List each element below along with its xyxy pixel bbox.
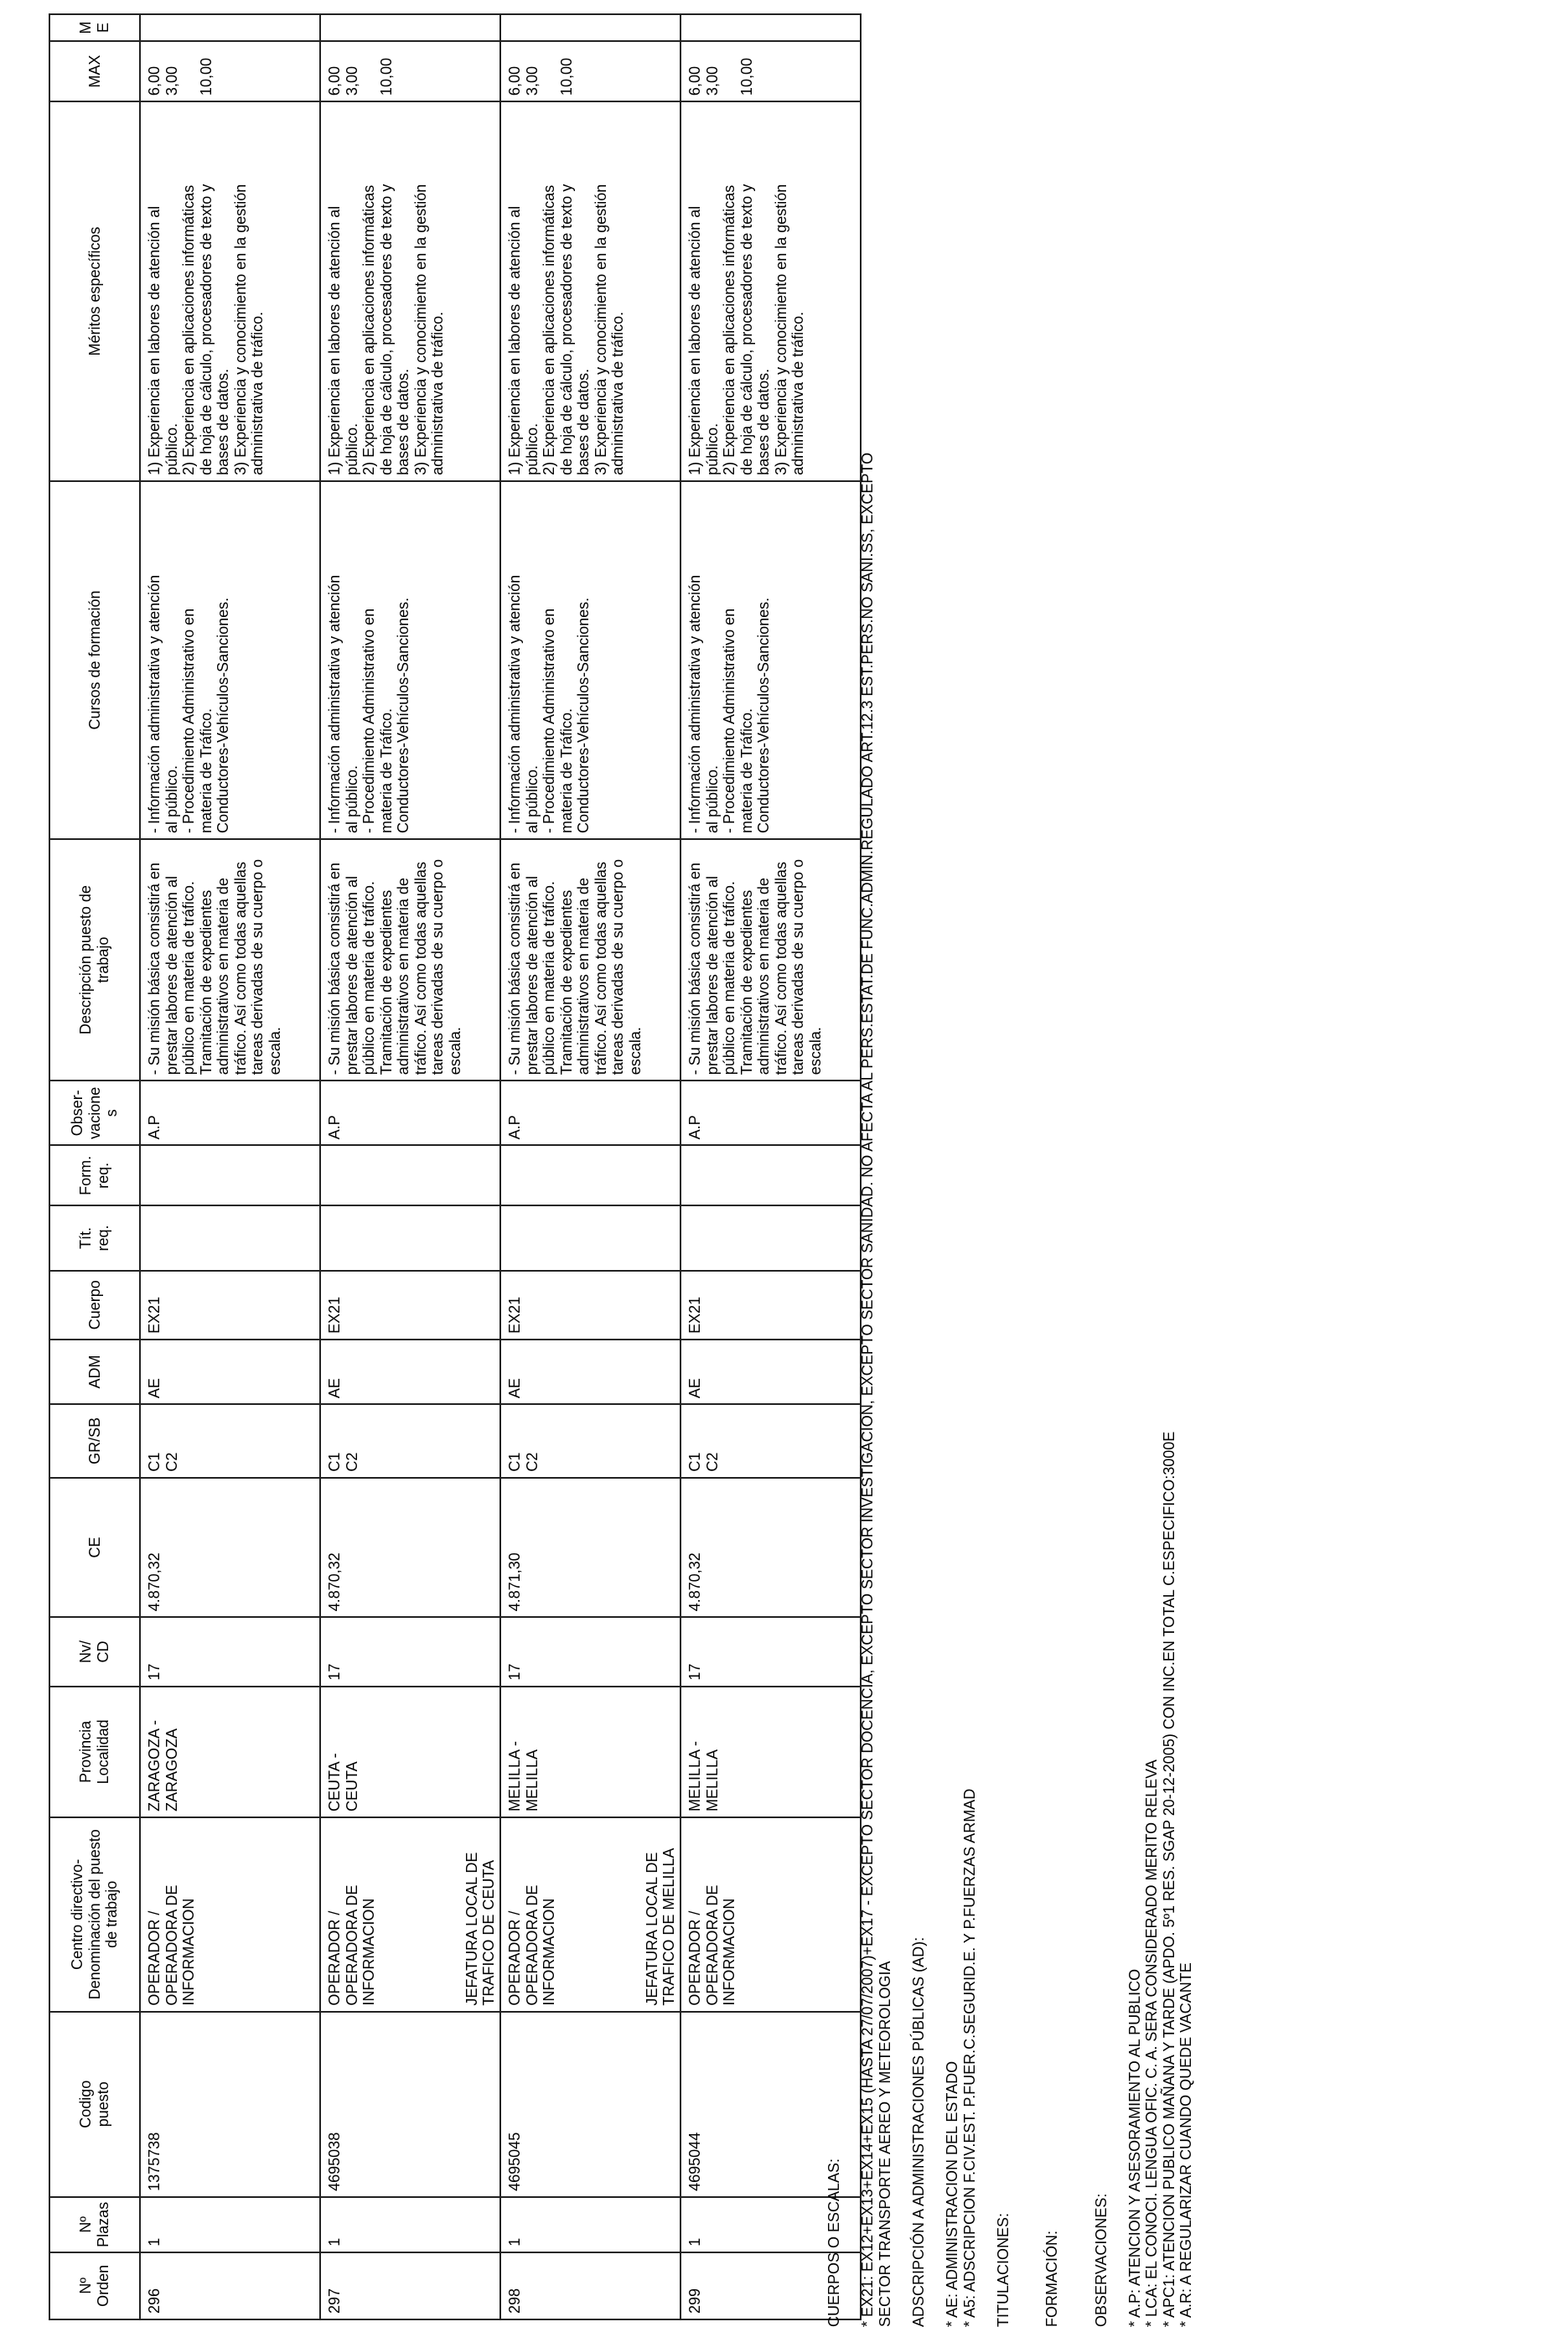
notes-section [825, 64, 1194, 2327]
cell-cursos: - Información administrativa y atención al público. - Procedimiento Administrativo en materia de Tráfico. Conductores-Vehículos-Sanciones. [320, 481, 500, 839]
cell-tit [320, 1205, 500, 1270]
cell-grsb: C1 C2 [140, 1404, 320, 1477]
cell-meritos: 1) Experiencia en labores de atención al público. 2) Experiencia en aplicaciones informáticas de hoja de cálculo, procesadores de texto y bases de datos. 3) Experiencia y conocimiento en la gestión administrativa de tráfico. [320, 101, 500, 481]
cell-provincia: ZARAGOZA - ZARAGOZA [140, 1687, 320, 1817]
cell-orden: 297 [320, 2252, 500, 2319]
cuerpos-title: CUERPOS O ESCALAS: [825, 2158, 842, 2327]
cell-meritos: 1) Experiencia en labores de atención al público. 2) Experiencia en aplicaciones informáticas de hoja de cálculo, procesadores de texto y bases de datos. 3) Experiencia y conocimiento en la gestión administrativa de tráfico. [140, 101, 320, 481]
cell-centro [320, 1817, 500, 2012]
header-max: MAX [49, 41, 140, 101]
cell-codigo: 4695038 [320, 2012, 500, 2197]
cell-nivel: 17 [681, 1617, 861, 1686]
cell-form [500, 1145, 681, 1205]
centro-wrap [146, 1823, 314, 2006]
cell-max: 6,00 3,00 10,00 [320, 41, 500, 101]
cell-tit [500, 1205, 681, 1270]
table-row [320, 14, 500, 2319]
positions-table [49, 13, 862, 2320]
cell-orden: 299 [681, 2252, 861, 2319]
cell-ce: 4.870,32 [681, 1478, 861, 1618]
cell-cursos: - Información administrativa y atención al público. - Procedimiento Administrativo en materia de Tráfico. Conductores-Vehículos-Sanciones. [140, 481, 320, 839]
cell-grsb: C1 C2 [681, 1404, 861, 1477]
cell-grsb: C1 C2 [320, 1404, 500, 1477]
cell-ce: 4.870,32 [140, 1478, 320, 1618]
cell-obs: A.P [681, 1081, 861, 1145]
cell-me [320, 14, 500, 41]
header-centro: Centro directivo- Denominación del puesto de trabajo [49, 1817, 140, 2012]
header-cuerpo: Cuerpo [49, 1271, 140, 1340]
centro-wrap [326, 1823, 498, 2006]
puesto-name: OPERADOR / OPERADORA DE INFORMACION [506, 1884, 558, 2006]
header-grsb: GR/SB [49, 1404, 140, 1477]
cell-provincia: MELILLA - MELILLA [500, 1687, 681, 1817]
header-row [49, 14, 140, 2319]
cell-form [320, 1145, 500, 1205]
cell-adm: AE [320, 1340, 500, 1404]
cell-nivel: 17 [500, 1617, 681, 1686]
header-form: Form. req. [49, 1145, 140, 1205]
adscripcion-title: ADSCRIPCIÓN A ADMINISTRACIONES PÚBLICAS (AD): [909, 1936, 927, 2327]
cell-cuerpo: EX21 [320, 1271, 500, 1340]
cell-ce: 4.871,30 [500, 1478, 681, 1618]
header-plazas: Nº Plazas [49, 2197, 140, 2252]
centro-wrap [506, 1823, 678, 2006]
header-ce: CE [49, 1478, 140, 1618]
cell-codigo: 4695044 [681, 2012, 861, 2197]
cell-orden: 298 [500, 2252, 681, 2319]
cell-centro [500, 1817, 681, 2012]
titulaciones-title: TITULACIONES: [994, 2212, 1012, 2327]
cell-adm: AE [681, 1340, 861, 1404]
cell-plazas: 1 [681, 2197, 861, 2252]
observaciones-title: OBSERVACIONES: [1092, 2193, 1110, 2327]
header-descripcion: Descripción puesto de trabajo [49, 839, 140, 1081]
formacion-title: FORMACIÓN: [1043, 2231, 1061, 2327]
cell-me [681, 14, 861, 41]
cell-me [140, 14, 320, 41]
header-adm: ADM [49, 1340, 140, 1404]
header-orden: Nº Orden [49, 2252, 140, 2319]
table-row [500, 14, 681, 2319]
cell-descripcion: - Su misión básica consistirá en prestar labores de atención al público en materia de tráfico. Tramitación de expedientes administrativos en materia de tráfico. Así como todas aquellas tareas derivadas de su cuerpo o escala. [320, 839, 500, 1081]
cell-descripcion: - Su misión básica consistirá en prestar labores de atención al público en materia de tráfico. Tramitación de expedientes administrativos en materia de tráfico. Así como todas aquellas tareas derivadas de su cuerpo o escala. [500, 839, 681, 1081]
cell-me [500, 14, 681, 41]
cell-meritos: 1) Experiencia en labores de atención al público. 2) Experiencia en aplicaciones informáticas de hoja de cálculo, procesadores de texto y bases de datos. 3) Experiencia y conocimiento en la gestión administrativa de tráfico. [500, 101, 681, 481]
cell-max: 6,00 3,00 10,00 [681, 41, 861, 101]
cell-tit [140, 1205, 320, 1270]
cell-adm: AE [140, 1340, 320, 1404]
puesto-name: OPERADOR / OPERADORA DE INFORMACION [326, 1884, 378, 2006]
cell-nivel: 17 [140, 1617, 320, 1686]
cell-orden: 296 [140, 2252, 320, 2319]
header-tit: Tít. req. [49, 1205, 140, 1270]
cell-cuerpo: EX21 [500, 1271, 681, 1340]
header-codigo: Codigo puesto [49, 2012, 140, 2197]
header-obs: Obser- vaciones [49, 1081, 140, 1145]
puesto-name: OPERADOR / OPERADORA DE INFORMACION [686, 1884, 738, 2006]
cell-cursos: - Información administrativa y atención al público. - Procedimiento Administrativo en materia de Tráfico. Conductores-Vehículos-Sanciones. [681, 481, 861, 839]
cell-codigo: 1375738 [140, 2012, 320, 2197]
cell-max: 6,00 3,00 10,00 [500, 41, 681, 101]
cell-form [140, 1145, 320, 1205]
cell-descripcion: - Su misión básica consistirá en prestar labores de atención al público en materia de tráfico. Tramitación de expedientes administrativos en materia de tráfico. Así como todas aquellas tareas derivadas de su cuerpo o escala. [140, 839, 320, 1081]
unidad-name: JEFATURA LOCAL DE TRAFICO DE MELILLA [643, 1848, 678, 2006]
cell-plazas: 1 [320, 2197, 500, 2252]
unidad-name: JEFATURA LOCAL DE TRAFICO DE CEUTA [463, 1852, 498, 2006]
header-meritos: Méritos específicos [49, 101, 140, 481]
cell-plazas: 1 [140, 2197, 320, 2252]
cell-nivel: 17 [320, 1617, 500, 1686]
cell-centro [140, 1817, 320, 2012]
cell-codigo: 4695045 [500, 2012, 681, 2197]
cell-obs: A.P [500, 1081, 681, 1145]
cell-max: 6,00 3,00 10,00 [140, 41, 320, 101]
puesto-name: OPERADOR / OPERADORA DE INFORMACION [146, 1884, 198, 2006]
header-provincia: Provincia Localidad [49, 1687, 140, 1817]
cell-cuerpo: EX21 [681, 1271, 861, 1340]
cell-ce: 4.870,32 [320, 1478, 500, 1618]
cell-plazas: 1 [500, 2197, 681, 2252]
cell-provincia: MELILLA - MELILLA [681, 1687, 861, 1817]
cell-descripcion: - Su misión básica consistirá en prestar labores de atención al público en materia de tráfico. Tramitación de expedientes administrativos en materia de tráfico. Así como todas aquellas tareas derivadas de su cuerpo o escala. [681, 839, 861, 1081]
observaciones-text: * A.P: ATENCION Y ASESORAMIENTO AL PUBLICO * LCA: EL CONOCI. LENGUA OFIC. C. A. SERA CONSIDERADO MERITO RELEVA * APC1: ATENCION PUBLICO MAÑANA Y TARDE (APDO. 5º1 RES. SGAP 20-12-2005) CON INC.EN TOTAL C.ESPECIFICO:3000E * A.R: A REGULARIZAR CUANDO QUEDE VACANTE [1126, 1431, 1194, 2327]
header-nivel: Nv/ CD [49, 1617, 140, 1686]
cell-provincia: CEUTA - CEUTA [320, 1687, 500, 1817]
cell-obs: A.P [140, 1081, 320, 1145]
table-row [140, 14, 320, 2319]
cell-adm: AE [500, 1340, 681, 1404]
adscripcion-text: * AE: ADMINISTRACION DEL ESTADO * A5: ADSCRIPCION F.CIV.EST. P.FUER.C.SEGURID.E. Y P.FUERZAS ARMAD [944, 1788, 978, 2327]
cell-obs: A.P [320, 1081, 500, 1145]
cuerpos-text: * EX21: EX12+EX13+EX14+EX15 (HASTA 27/07/2007)+EX17 - EXCEPTO SECTOR DOCENCIA, EXCEPTO SECTOR INVESTIGACION, EXCEPTO SECTOR SANIDAD. NO AFECTA AL PERS.ESTAT.DE FUNC.ADMIN.REGULADO ART.12.3 EST.PERS.NO SANI.SS, EXCEPTO SECTOR TRANSPORTE AEREO Y METEOROLOGIA [859, 452, 893, 2327]
cell-grsb: C1 C2 [500, 1404, 681, 1477]
header-me: ME [49, 14, 140, 41]
cell-cuerpo: EX21 [140, 1271, 320, 1340]
header-cursos: Cursos de formación [49, 481, 140, 839]
cell-cursos: - Información administrativa y atención al público. - Procedimiento Administrativo en materia de Tráfico. Conductores-Vehículos-Sanciones. [500, 481, 681, 839]
cell-meritos: 1) Experiencia en labores de atención al público. 2) Experiencia en aplicaciones informáticas de hoja de cálculo, procesadores de texto y bases de datos. 3) Experiencia y conocimiento en la gestión administrativa de tráfico. [681, 101, 861, 481]
